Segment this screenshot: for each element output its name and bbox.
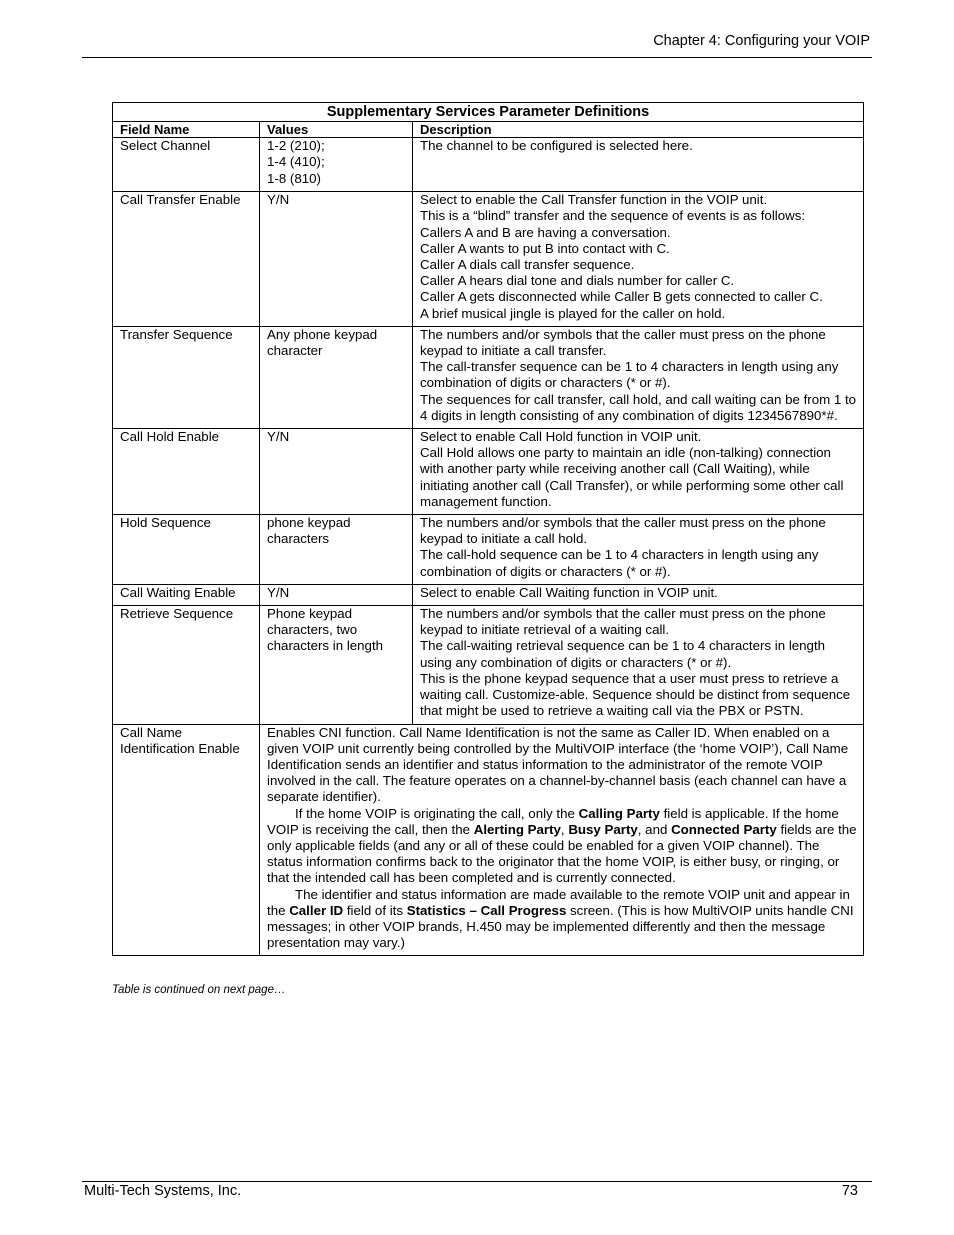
field-name-cell: Call Name Identification Enable (113, 724, 260, 956)
field-name-cell: Call Transfer Enable (113, 192, 260, 327)
table-row (113, 429, 864, 515)
description-cell (413, 584, 864, 605)
description-line: The call-transfer sequence can be 1 to 4 characters in length using any combination of digits or characters (* or #). (420, 359, 839, 391)
continued-note: Table is continued on next page… (112, 984, 286, 996)
description-line: Caller A gets disconnected while Caller B gets connected to caller C. (420, 289, 823, 305)
bold-term: Calling Party (578, 805, 660, 821)
description-cell (413, 429, 864, 515)
field-name-cell: Transfer Sequence (113, 326, 260, 428)
field-name-cell: Call Hold Enable (113, 429, 260, 515)
description-paragraph: If the home VOIP is originating the call, only the Calling Party field is applicable. If the home VOIP is receiving the call, then the Alerting Party, Busy Party, and Connected Party fields are the only applicable fields (and any or all of these could be enabled for a given VOIP channel). The status information confirms back to the originator that the home VOIP, is either busy, or ringing, or that the intended call has been completed and is currently connected. (267, 805, 857, 886)
value-line: 1-2 (210); (267, 138, 325, 154)
description-line: Caller A wants to put B into contact with C. (420, 240, 670, 256)
description-line: The channel to be configured is selected here. (420, 138, 693, 154)
header-rule (82, 57, 872, 58)
values-cell: Y/N (260, 584, 413, 605)
table-title-row (113, 103, 864, 122)
values-cell: phone keypad characters (260, 515, 413, 585)
description-paragraph: Enables CNI function. Call Name Identification is not the same as Caller ID. When enabled on a given VOIP unit currently being controlled by the MultiVOIP interface (the ‘home VOIP’), Call Name Identification sends an identifier and status information to the administrator of the remote VOIP involved in the call. The feature operates on a channel-by-channel basis (each channel can have a separate identifier). (267, 724, 849, 805)
table-title: Supplementary Services Parameter Definitions (113, 103, 864, 122)
footer-company: Multi-Tech Systems, Inc. (84, 1183, 242, 1199)
value-line: 1-8 (810) (267, 170, 321, 186)
description-line: This is the phone keypad sequence that a user must press to retrieve a waiting call. Customize-able. Sequence should be distinct from sequence that might be used to retrieve a waiting call via the PBX or PSTN. (420, 670, 851, 719)
field-name-cell: Hold Sequence (113, 515, 260, 585)
table-row (113, 584, 864, 605)
description-line: Callers A and B are having a conversation. (420, 224, 671, 240)
description-line: Call Hold allows one party to maintain an idle (non-talking) connection with another party while receiving another call (Call Waiting), while initiating another call (Call Transfer), or while performing some other call management function. (420, 445, 844, 509)
description-line: The numbers and/or symbols that the caller must press on the phone keypad to initiate a call transfer. (420, 326, 826, 359)
column-header-values: Values (260, 122, 413, 138)
table-row (113, 138, 864, 192)
description-line: This is a “blind” transfer and the sequence of events is as follows: (420, 208, 806, 224)
description-cell (260, 724, 864, 956)
bold-term: Connected Party (671, 821, 777, 837)
bold-term: Statistics – Call Progress (406, 902, 567, 918)
description-line: Select to enable Call Hold function in VOIP unit. (420, 429, 702, 445)
page-number: 73 (841, 1183, 858, 1199)
values-cell (260, 138, 413, 192)
description-line: The numbers and/or symbols that the caller must press on the phone keypad to initiate a call hold. (420, 515, 826, 547)
description-cell (413, 326, 864, 428)
field-name-cell: Call Waiting Enable (113, 584, 260, 605)
table-row (113, 192, 864, 327)
table-header-row (113, 122, 864, 138)
description-line: The call-hold sequence can be 1 to 4 characters in length using any combination of digits or characters (* or #). (420, 547, 819, 579)
column-header-description: Description (413, 122, 864, 138)
value-line: 1-4 (410); (267, 154, 325, 170)
description-line: The sequences for call transfer, call hold, and call waiting can be from 1 to 4 digits in length consisting of any combination of digits 1234567890*#. (420, 391, 857, 423)
description-line: Select to enable the Call Transfer function in the VOIP unit. (420, 192, 768, 208)
table-row (113, 326, 864, 428)
table-row (113, 606, 864, 724)
bold-term: Caller ID (289, 902, 344, 918)
description-line: The numbers and/or symbols that the caller must press on the phone keypad to initiate retrieval of a waiting call. (420, 606, 826, 638)
description-line: Select to enable Call Waiting function in VOIP unit. (420, 584, 718, 600)
table-row (113, 724, 864, 956)
values-cell: Phone keypad characters, two characters in length (260, 606, 413, 724)
description-cell (413, 138, 864, 192)
bold-term: Alerting Party (473, 821, 561, 837)
description-cell (413, 192, 864, 327)
values-cell: Y/N (260, 192, 413, 327)
bold-term: Busy Party (568, 821, 638, 837)
description-line: Caller A dials call transfer sequence. (420, 257, 635, 273)
table-row (113, 515, 864, 585)
field-name-cell: Retrieve Sequence (113, 606, 260, 724)
description-paragraph: The identifier and status information are made available to the remote VOIP unit and appear in the Caller ID field of its Statistics – Call Progress screen. (This is how MultiVOIP units handle CNI messages; in other VOIP brands, H.450 may be implemented differently and then the message presentation may vary.) (267, 886, 854, 951)
description-line: The call-waiting retrieval sequence can be 1 to 4 characters in length using any combination of digits or characters (* or #). (420, 638, 826, 670)
column-header-field-name: Field Name (113, 122, 260, 138)
description-cell (413, 515, 864, 585)
values-cell: Any phone keypad character (260, 326, 413, 428)
description-cell (413, 606, 864, 724)
field-name-cell: Select Channel (113, 138, 260, 192)
footer-rule (82, 1181, 872, 1182)
parameter-definitions-table (112, 102, 864, 956)
description-line: Caller A hears dial tone and dials number for caller C. (420, 273, 735, 289)
chapter-header: Chapter 4: Configuring your VOIP (653, 33, 870, 49)
description-line: A brief musical jingle is played for the caller on hold. (420, 305, 726, 321)
values-cell: Y/N (260, 429, 413, 515)
